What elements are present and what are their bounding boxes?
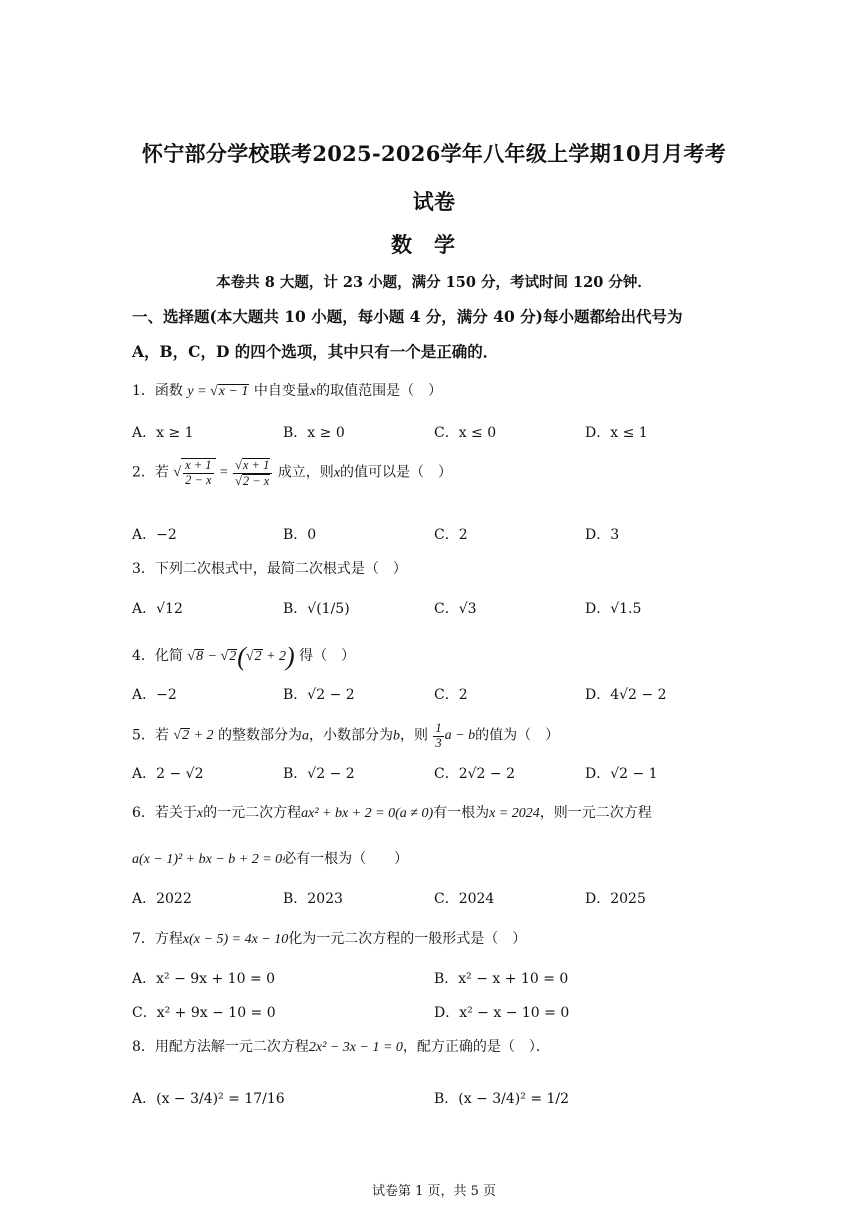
q2-suffix: 的值可以是（ ） [340, 464, 453, 481]
q1-option-a: A．x ≥ 1 [132, 425, 194, 441]
q7-option-c: C．x² + 9x − 10 = 0 [132, 1005, 276, 1021]
q5-text-1: 的整数部分为 [217, 727, 302, 744]
subject-heading: 数学 [391, 232, 477, 257]
q1-suffix: 的取值范围是（ ） [316, 383, 443, 399]
q1-var: x [309, 384, 317, 399]
q8-equation: 2x² − 3x − 1 = 0 [308, 1040, 403, 1055]
question-6 [132, 802, 652, 822]
q5-var-b: b [392, 728, 400, 744]
section1-heading: 一、选择题(本大题共 10 小题，每小题 4 分，满分 40 分)每小题都给出代号为 [132, 307, 683, 326]
question-2 [132, 458, 452, 489]
exam-title-line2: 试卷 [412, 189, 456, 214]
q4-option-b: B．√2 − 2 [283, 687, 355, 703]
section1-heading-cont: A，B，C，D 的四个选项，其中只有一个是正确的． [132, 342, 499, 361]
q1-option-b: B．x ≥ 0 [283, 425, 345, 441]
q5-var-a: a [301, 728, 309, 744]
q5-suffix: 的值为（ ） [475, 727, 560, 744]
q6-option-c: C．2024 [434, 891, 495, 907]
q5-expression: √2 + 2 [173, 728, 214, 744]
q2-option-c: C．2 [434, 527, 468, 543]
q3-option-a: A．√12 [132, 601, 183, 617]
q6-text-1: 的一元二次方程 [203, 805, 302, 821]
question-6-cont [132, 848, 408, 868]
q4-option-c: C．2 [434, 687, 468, 703]
q2-option-d: D．3 [585, 527, 620, 543]
q5-text-3: ，则 [399, 727, 428, 744]
q6-suffix: 必有一根为（ ） [282, 851, 409, 867]
q6-prefix: 6．若关于 [132, 805, 197, 821]
q3-option-c: C．√3 [434, 601, 477, 617]
q2-var: x [333, 465, 341, 481]
q5-option-a: A．2 − √2 [132, 766, 204, 782]
q1-prefix: 1．函数 [132, 383, 183, 399]
q7-option-d: D．x² − x − 10 = 0 [434, 1005, 570, 1021]
q5-option-d: D．√2 − 1 [585, 766, 658, 782]
q2-mid: 成立，则 [277, 464, 334, 481]
q1-expression: y = √x − 1 [187, 384, 249, 399]
q8-option-a: A．(x − 3/4)² = 17/16 [132, 1091, 285, 1107]
q7-prefix: 7．方程 [132, 931, 183, 947]
q7-suffix: 化为一元二次方程的一般形式是（ ） [288, 931, 527, 947]
q7-option-b: B．x² − x + 10 = 0 [434, 971, 569, 987]
q6-equation-1: ax² + bx + 2 = 0(a ≠ 0) [301, 806, 434, 821]
q6-text-2: 有一根为 [433, 805, 490, 821]
q5-option-c: C．2√2 − 2 [434, 766, 515, 782]
question-4 [132, 642, 355, 672]
q4-suffix: 得（ ） [299, 648, 356, 665]
q7-equation: x(x − 5) = 4x − 10 [182, 932, 289, 947]
q6-option-b: B．2023 [283, 891, 343, 907]
q5-text-2: ，小数部分为 [308, 727, 393, 744]
page-footer: 试卷第 1 页，共 5 页 [371, 1184, 497, 1199]
q8-option-b: B．(x − 3/4)² = 1/2 [434, 1091, 570, 1107]
q5-option-b: B．√2 − 2 [283, 766, 355, 782]
q1-option-d: D．x ≤ 1 [585, 425, 648, 441]
q4-prefix: 4．化简 [132, 648, 183, 665]
question-1 [132, 380, 442, 400]
q4-option-a: A．−2 [132, 687, 177, 703]
q2-option-a: A．−2 [132, 527, 177, 543]
q2-expression: √ $\frac{x + 1}{2 - x}$ = $\frac{√x + 1}{√2 - x}$ [173, 465, 273, 480]
q1-option-c: C．x ≤ 0 [434, 425, 497, 441]
q6-option-a: A．2022 [132, 891, 192, 907]
exam-title-line1: 怀宁部分学校联考2025-2026学年八年级上学期10月月考考 [141, 141, 727, 166]
q6-option-d: D．2025 [585, 891, 646, 907]
q1-mid: 中自变量 [253, 383, 310, 399]
q2-option-b: B．0 [283, 527, 317, 543]
question-7 [132, 928, 526, 948]
q5-prefix: 5．若 [132, 727, 169, 744]
q4-expression: √8 − √2(√2 + 2) [187, 642, 295, 671]
q4-option-d: D．4√2 − 2 [585, 687, 667, 703]
q8-suffix: ，配方正确的是（ ）． [402, 1039, 550, 1055]
q2-prefix: 2．若 [132, 464, 169, 481]
q7-option-a: A．x² − 9x + 10 = 0 [132, 971, 276, 987]
q6-equation-2: a(x − 1)² + bx − b + 2 = 0 [132, 852, 283, 867]
q5-target: $\frac{1}{3}$ a − b [435, 721, 476, 750]
q6-root: x = 2024 [489, 806, 540, 821]
question-8 [132, 1036, 550, 1056]
q3-option-b: B．√(1/5) [283, 601, 350, 617]
q6-text-3: ，则一元二次方程 [539, 805, 652, 821]
q8-prefix: 8．用配方法解一元二次方程 [132, 1039, 309, 1055]
question-3: 3．下列二次根式中，最简二次根式是（ ） [132, 561, 407, 577]
question-5 [132, 722, 559, 751]
exam-info: 本卷共 8 大题，计 23 小题，满分 150 分，考试时间 120 分钟． [216, 274, 652, 291]
q3-option-d: D．√1.5 [585, 601, 642, 617]
q6-var: x [196, 806, 204, 821]
